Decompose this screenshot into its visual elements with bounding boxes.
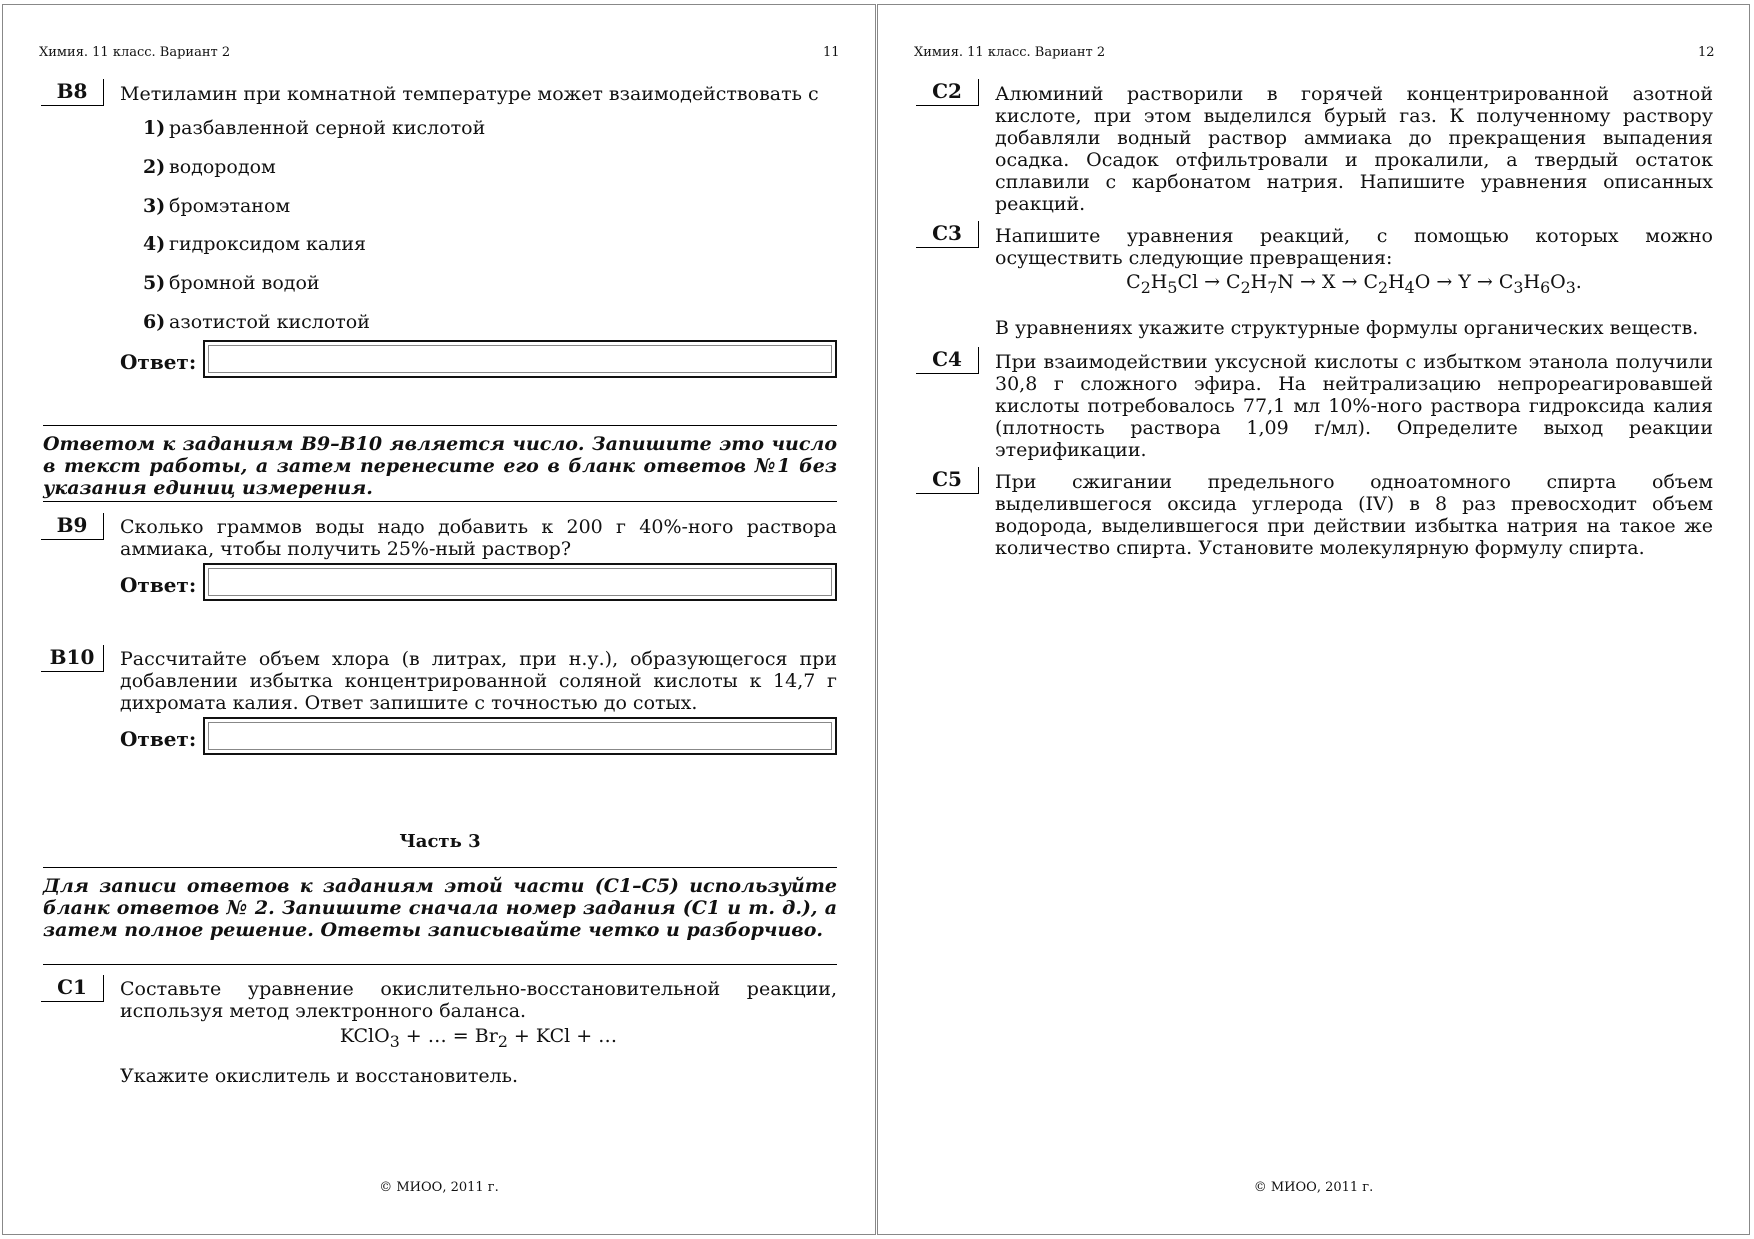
question-text-c4: При взаимодействии уксусной кислоты с избытком этанола получили 30,8 г сложного эфира. На нейтрализацию непрореагировавшей кислоты потребовалось 77,1 мл 10%-ного раствора гидроксида калия (плотность раствора 1,09 г/мл). Определите выход реакции этерификации. <box>995 351 1713 461</box>
answer-label-b10: Ответ: <box>120 727 197 751</box>
page-number: 12 <box>1698 45 1715 60</box>
header-title: Химия. 11 класс. Вариант 2 <box>39 45 231 60</box>
divider <box>43 867 837 868</box>
option-number: 5) <box>143 272 166 294</box>
divider <box>43 425 837 426</box>
option-number: 1) <box>143 117 166 139</box>
divider <box>43 964 837 965</box>
answer-label-b9: Ответ: <box>120 573 197 597</box>
c3-note: В уравнениях укажите структурные формулы органических веществ. <box>995 317 1699 339</box>
answer-box-b8[interactable] <box>203 340 837 378</box>
c3-chain: $C_2H_5Cl \to C_2H_7N \to X \to C_2H_4O \to Y \to C_3H_6O_3$. <box>1126 271 1582 297</box>
option-text: разбавленной серной кислотой <box>169 117 486 139</box>
question-text-c1: Составьте уравнение окислительно-восстановительной реакции, используя метод электронного баланса. <box>120 978 837 1022</box>
question-text-c5: При сжигании предельного одноатомного спирта объем выделившегося оксида углерода (IV) в 8 раз превосходит объем водорода, выделившегося при действии избытка натрия на такое же количество спирта. Установите молекулярную формулу спирта. <box>995 471 1713 559</box>
option-5[interactable] <box>143 272 320 294</box>
question-label-c5: C5 <box>916 467 979 494</box>
answer-label-b8: Ответ: <box>120 350 197 374</box>
question-text-b9: Сколько граммов воды надо добавить к 200 г 40%-ного раствора аммиака, чтобы получить 25%-ный раствор? <box>120 516 837 560</box>
answer-box-b10[interactable] <box>203 717 837 755</box>
option-text: водородом <box>169 156 276 178</box>
footer-copyright: © МИОО, 2011 г. <box>1253 1180 1374 1195</box>
question-label-c2: C2 <box>916 79 979 106</box>
question-text-b10: Рассчитайте объем хлора (в литрах, при н.у.), образующегося при добавлении избытка концентрированной соляной кислоты к 14,7 г дихромата калия. Ответ запишите с точностью до сотых. <box>120 648 837 714</box>
page-right <box>877 4 1750 1235</box>
option-2[interactable] <box>143 156 276 178</box>
question-label-c3: C3 <box>916 221 979 248</box>
question-text-b8: Метиламин при комнатной температуре может взаимодействовать с <box>120 83 819 105</box>
part3-title: Часть 3 <box>399 831 481 852</box>
footer-copyright: © МИОО, 2011 г. <box>379 1180 499 1195</box>
question-label-b10: B10 <box>41 645 104 672</box>
option-text: азотистой кислотой <box>169 311 370 333</box>
answer-box-b9[interactable] <box>203 563 837 601</box>
option-number: 3) <box>143 195 166 217</box>
option-text: гидроксидом калия <box>169 233 366 255</box>
page-number: 11 <box>823 45 840 60</box>
option-text: бромной водой <box>169 272 320 294</box>
page-left <box>2 4 876 1235</box>
question-label-c1: C1 <box>41 975 104 1002</box>
option-3[interactable] <box>143 195 290 217</box>
divider <box>43 501 837 502</box>
option-4[interactable] <box>143 233 366 255</box>
option-number: 4) <box>143 233 166 255</box>
header-title: Химия. 11 класс. Вариант 2 <box>914 45 1106 60</box>
c1-note: Укажите окислитель и восстановитель. <box>120 1065 519 1087</box>
question-text-c3: Напишите уравнения реакций, с помощью которых можно осуществить следующие превращения: <box>995 225 1713 269</box>
question-label-b8: B8 <box>41 79 104 106</box>
part3-instruction: Для записи ответов к заданиям этой части (С1–С5) используйте бланк ответов № 2. Запишите сначала номер задания (С1 и т. д.), а затем полное решение. Ответы записывайте четко и разборчиво. <box>43 875 837 941</box>
option-number: 2) <box>143 156 166 178</box>
option-1[interactable] <box>143 117 485 139</box>
question-label-c4: C4 <box>916 347 979 374</box>
option-text: бромэтаном <box>169 195 291 217</box>
question-text-c2: Алюминий растворили в горячей концентрированной азотной кислоте, при этом выделился бурый газ. К полученному раствору добавляли водный раствор аммиака до прекращения выпадения осадка. Осадок отфильтровали и прокалили, а твердый остаток сплавили с карбонатом натрия. Напишите уравнения описанных реакций. <box>995 83 1713 215</box>
instruction-b9-b10: Ответом к заданиям В9–В10 является число. Запишите это число в текст работы, а затем перенесите его в бланк ответов №1 без указания единиц измерения. <box>43 433 837 499</box>
option-6[interactable] <box>143 311 370 333</box>
c1-equation: KClO$_3$ + … = $Br_2$ + KCl + … <box>339 1025 618 1051</box>
question-label-b9: B9 <box>41 513 104 540</box>
option-number: 6) <box>143 311 166 333</box>
